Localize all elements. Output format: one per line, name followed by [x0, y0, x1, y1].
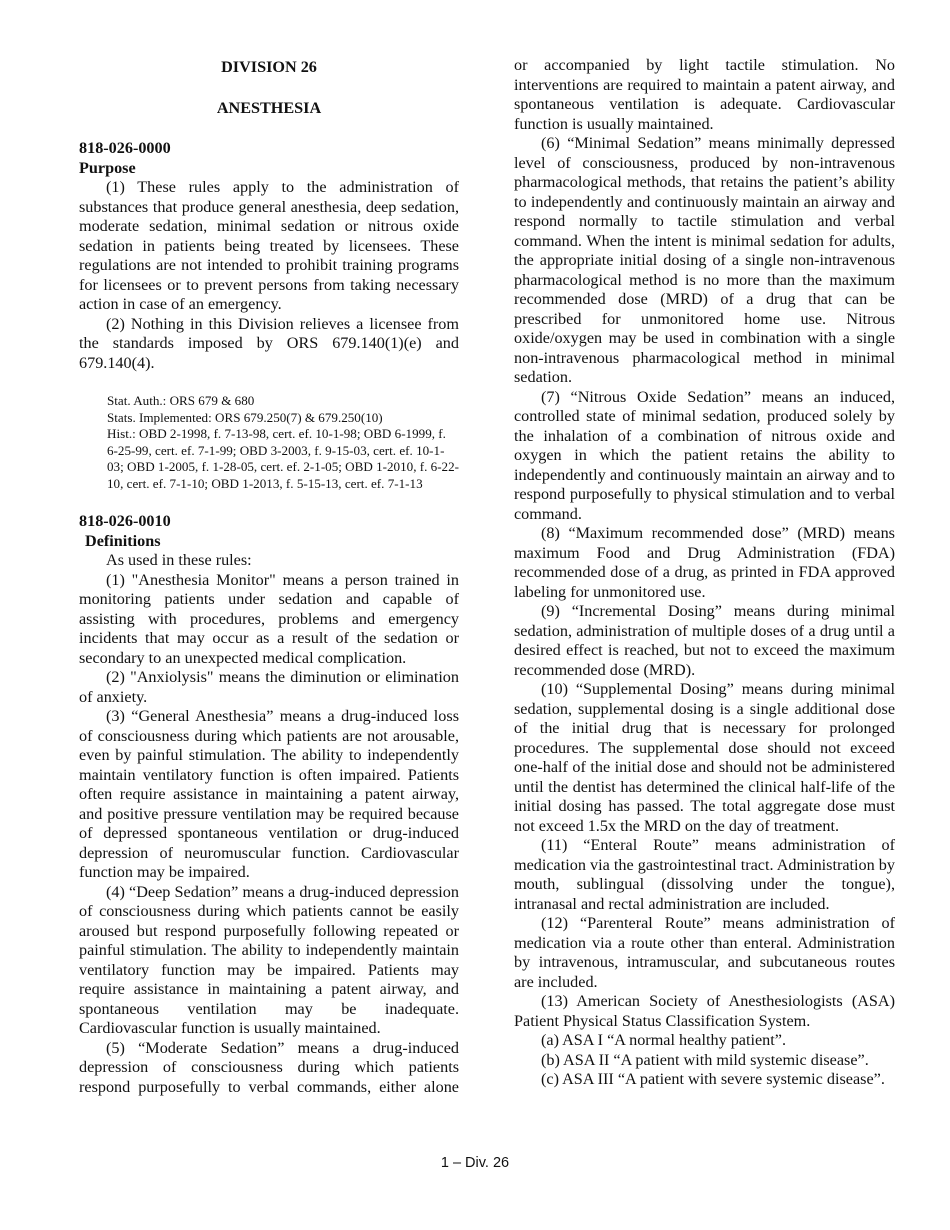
paragraph: (13) American Society of Anesthesiologists (ASA) Patient Physical Status Classification System.: [514, 992, 895, 1030]
rule-number: 818-026-0010: [79, 512, 171, 530]
paragraph: (a) ASA I “A normal healthy patient”.: [541, 1031, 786, 1049]
paragraph: (10) “Supplemental Dosing” means during minimal sedation, supplemental dosing is a single additional dose of the initial drug that is necessary for prolonged procedures. The supplemental dose should not exceed one-half of the initial dose and should not be administered until the dentist has determined the clinical half-life of the initial dosing has passed. The total aggregate dose must not exceed 1.5x the MRD on the day of treatment.: [514, 680, 895, 835]
paragraph: (7) “Nitrous Oxide Sedation” means an induced, controlled state of minimal sedation, produced solely by the inhalation of a combination of nitrous oxide and oxygen in which the patient retains the ability to independently and continuously maintain an airway and to respond purposefully to physical stimulation and to verbal command.: [514, 387, 895, 523]
paragraph: (5) “Moderate Sedation” means a drug-induced depression of consciousness during which patients respond purposefully to verbal commands, either alone: [79, 1038, 459, 1096]
history-line: Stat. Auth.: ORS 679 & 680: [107, 393, 255, 408]
right-column: [514, 56, 895, 1090]
paragraph: (11) “Enteral Route” means administration of medication via the gastrointestinal tract. Administration by mouth, sublingual (dissolving under the tongue), intranasal and rectal administration are included.: [514, 836, 895, 913]
history-line: Hist.: OBD 2-1998, f. 7-13-98, cert. ef. 10-1-98; OBD 6-1999, f. 6-25-99, cert. ef. 7-1-99; OBD 3-2003, f. 9-15-03, cert. ef. 10-1-03; OBD 1-2005, f. 1-28-05, cert. ef. 2-1-05; OBD 1-2010, f. 6-22-10, cert. ef. 7-1-10; OBD 1-2013, f. 5-15-13, cert. ef. 7-1-13: [107, 426, 460, 491]
division-title: DIVISION 26: [221, 58, 317, 76]
rule-number: 818-026-0000: [79, 139, 171, 157]
rule-title: Purpose: [79, 158, 136, 177]
paragraph: (b) ASA II “A patient with mild systemic disease”.: [541, 1050, 869, 1069]
paragraph: (1) "Anesthesia Monitor" means a person trained in monitoring patients under sedation and capable of assisting with procedures, problems and emergency incidents that may occur as a result of the sedation or secondary to an unexpected medical complication.: [79, 570, 459, 667]
paragraph: (6) “Minimal Sedation” means minimally depressed level of consciousness, produced by non-intravenous pharmacological methods, that retains the patient’s ability to independently and continuously maintain an airway and respond normally to tactile stimulation and verbal command. When the intent is minimal sedation for adults, the appropriate initial dosing of a single non-intravenous pharmacological method is no more than the maximum recommended dose (MRD) of a drug that can be prescribed for unmonitored home use. Nitrous oxide/oxygen may be used in combination with a single non-intravenous pharmacological method in minimal sedation.: [514, 134, 895, 386]
division-subtitle: ANESTHESIA: [216, 98, 322, 117]
paragraph: (c) ASA III “A patient with severe systemic disease”.: [541, 1070, 885, 1088]
rule-history: [107, 393, 459, 492]
paragraph: (9) “Incremental Dosing” means during minimal sedation, administration of multiple doses of a drug until a desired effect is reached, but not to exceed the maximum recommended dose (MRD).: [514, 602, 895, 679]
paragraph: (12) “Parenteral Route” means administration of medication via a route other than enteral. Administration by intravenous, intramuscular, and subcutaneous routes are included.: [514, 914, 895, 991]
rule-title: Definitions: [85, 531, 161, 550]
paragraph: As used in these rules:: [106, 551, 252, 569]
paragraph: (1) These rules apply to the administration of substances that produce general anesthesia, deep sedation, moderate sedation, minimal sedation or nitrous oxide sedation in patients being treated by licensees. These regulations are not intended to prohibit training programs for licensees or to prevent persons from taking necessary action in case of an emergency.: [79, 178, 459, 313]
paragraph: (4) “Deep Sedation” means a drug-induced depression of consciousness during which patients cannot be easily aroused but respond purposefully following repeated or painful stimulation. The ability to independently maintain ventilatory function may be impaired. Patients may require assistance in maintaining a patent airway, and spontaneous ventilation may be inadequate. Cardiovascular function is usually maintained.: [79, 882, 459, 1037]
paragraph: (2) Nothing in this Division relieves a licensee from the standards imposed by ORS 679.140(1)(e) and 679.140(4).: [79, 314, 459, 372]
left-column: [79, 56, 459, 1097]
paragraph: (2) "Anxiolysis" means the diminution or elimination of anxiety.: [79, 668, 459, 706]
history-line: Stats. Implemented: ORS 679.250(7) & 679.250(10): [107, 409, 383, 425]
page-footer: 1 – Div. 26: [440, 1155, 510, 1171]
paragraph-continuation: or accompanied by light tactile stimulation. No interventions are required to maintain a patent airway, and spontaneous ventilation is adequate. Cardiovascular function is usually maintained.: [514, 56, 895, 133]
paragraph: (8) “Maximum recommended dose” (MRD) means maximum Food and Drug Administration (FDA) recommended dose of a drug, as printed in FDA approved labeling for unmonitored use.: [514, 524, 895, 601]
paragraph: (3) “General Anesthesia” means a drug-induced loss of consciousness during which patients are not arousable, even by painful stimulation. The ability to independently maintain ventilatory function is often impaired. Patients often require assistance in maintaining a patent airway, and positive pressure ventilation may be required because of depressed spontaneous ventilation or drug-induced depression of neuromuscular function. Cardiovascular function may be impaired.: [79, 707, 459, 881]
